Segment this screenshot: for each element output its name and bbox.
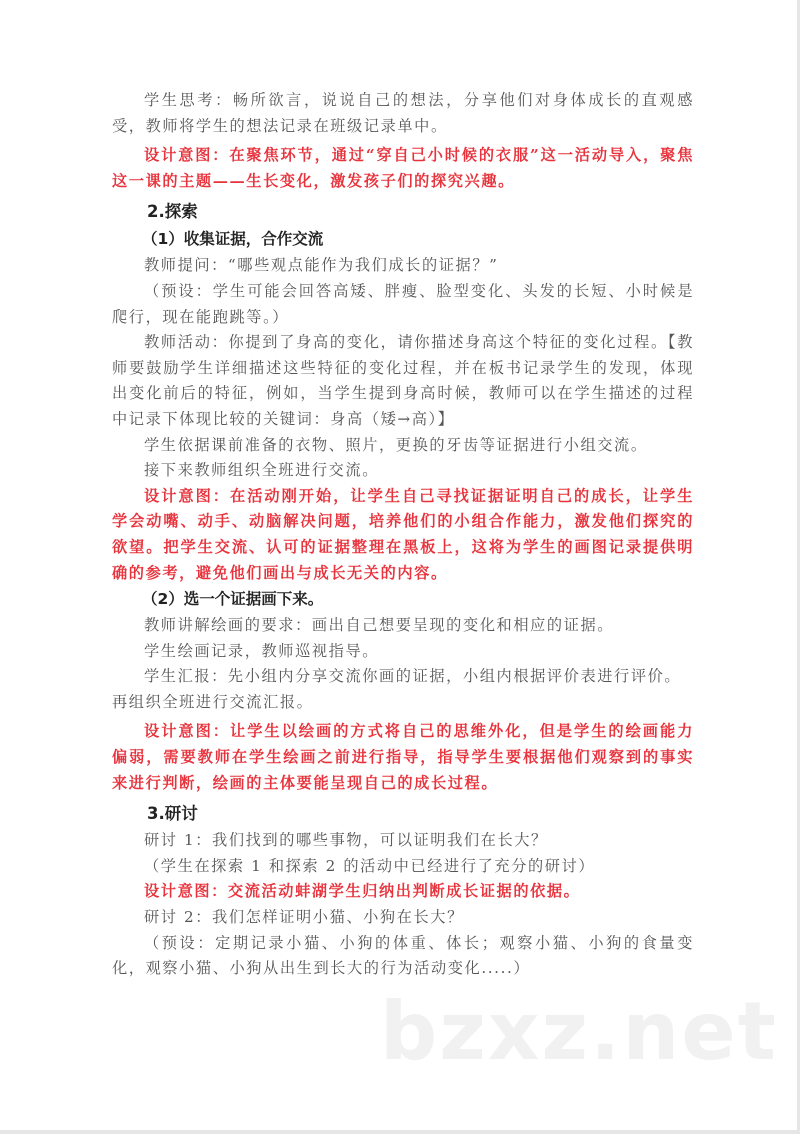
paragraph-group-exchange: 学生依据课前准备的衣物、照片，更换的牙齿等证据进行小组交流。 — [144, 435, 648, 454]
paragraph-preset-answers: （预设：学生可能会回答高矮、胖瘦、脸型变化、头发的长短、小时候是爬行，现在能跑跳等。） — [112, 281, 694, 326]
section-heading-explore: 2.探索 — [147, 202, 198, 222]
subsection-heading-collect-evidence: （1）收集证据，合作交流 — [142, 230, 324, 249]
paragraph-teacher-question: 教师提问：“哪些观点能作为我们成长的证据？” — [144, 256, 499, 275]
paragraph-discussion-1: 研讨 1：我们找到的哪些事物，可以证明我们在长大？ — [144, 831, 548, 850]
design-intent-drawing: 设计意图：让学生以绘画的方式将自己的思维外化，但是学生的绘画能力偏弱，需要教师在学生绘画之前进行指导，指导学生要根据他们观察到的事实来进行判断，绘画的主体要能呈现自己的成长过程。 — [112, 722, 694, 792]
paragraph-discussion-2: 研讨 2：我们怎样证明小猫、小狗在长大？ — [144, 908, 464, 927]
paragraph-student-thinking: 学生思考：畅所欲言，说说自己的想法，分享他们对身体成长的直观感受，教师将学生的想法记录在班级记录单中。 — [112, 91, 694, 135]
paragraph-whole-class-report: 再组织全班进行交流汇报。 — [112, 692, 314, 711]
paragraph-drawing-record: 学生绘画记录，教师巡视指导。 — [144, 641, 380, 660]
paragraph-drawing-requirements: 教师讲解绘画的要求：画出自己想要呈现的变化和相应的证据。 — [144, 616, 615, 635]
design-intent-discussion: 设计意图：交流活动蚌湖学生归纳出判断成长证据的依据。 — [144, 882, 581, 901]
section-heading-discussion: 3.研讨 — [147, 804, 198, 824]
paragraph-class-exchange: 接下来教师组织全班进行交流。 — [144, 461, 380, 480]
paragraph-student-report: 学生汇报：先小组内分享交流你画的证据，小组内根据评价表进行评价。 — [144, 667, 682, 686]
watermark: bzxz.net — [380, 985, 778, 1078]
subsection-heading-draw-evidence: （2）选一个证据画下来。 — [142, 590, 324, 609]
design-intent-explore: 设计意图：在活动刚开始，让学生自己寻找证据证明自己的成长，让学生学会动嘴、动手、动脑解决问题，培养他们的小组合作能力，激发他们探究的欲望。把学生交流、认可的证据整理在黑板上，这将为学生的画图记录提供明确的参考，避免他们画出与成长无关的内容。 — [112, 486, 694, 582]
design-intent-focus: 设计意图：在聚焦环节，通过“穿自己小时候的衣服”这一活动导入，聚焦这一课的主题——生长变化，激发孩子们的探究兴趣。 — [112, 146, 694, 190]
document-content — [112, 88, 694, 982]
paragraph-discussion-1-note: （学生在探索 1 和探索 2 的活动中已经进行了充分的研讨） — [144, 856, 596, 875]
paragraph-discussion-2-note: （预设：定期记录小猫、小狗的体重、体长；观察小猫、小狗的食量变化，观察小猫、小狗从出生到长大的行为活动变化.....） — [112, 933, 694, 978]
paragraph-teacher-activity: 教师活动：你提到了身高的变化，请你描述身高这个特征的变化过程。【教师要鼓励学生详细描述这些特征的变化过程，并在板书记录学生的发现，体现出变化前后的特征，例如，当学生提到身高时候，教师可以在学生描述的过程中记录下体现比较的关键词：身高（矮→高）】 — [112, 333, 694, 428]
